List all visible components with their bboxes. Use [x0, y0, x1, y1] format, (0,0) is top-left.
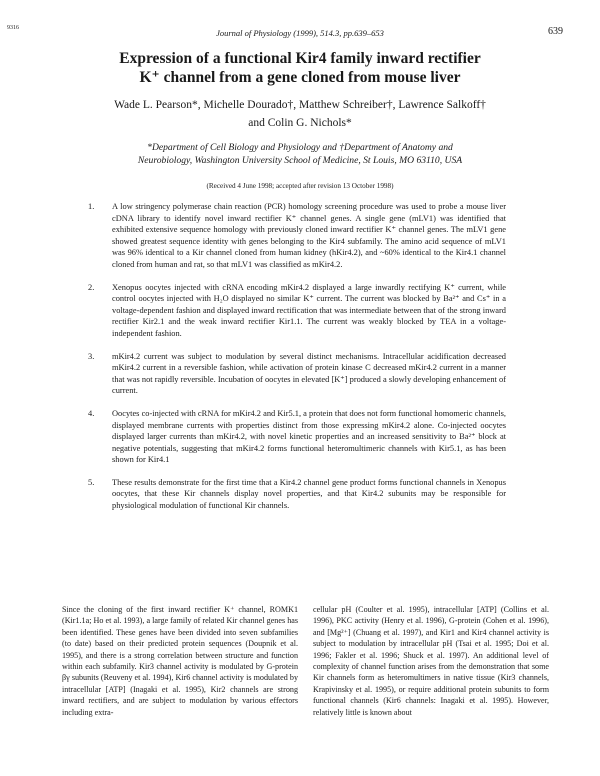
affiliation-line-1: *Department of Cell Biology and Physiology and †Department of Anatomy and: [147, 142, 453, 153]
page-code: 9316: [7, 25, 19, 31]
body-column-right: cellular pH (Coulter et al. 1995), intracellular [ATP] (Collins et al. 1996), PKC activity (Henry et al. 1996), G-protein (Cohen et al. 1996), and [Mg²⁺] (Chuang et al. 1997), and Kir1 and Kir4 channel activity is subject to modulation by intracellular pH (Tsai et al. 1995; Doi et al. 1996; Fakler et al. 1996; Shuck et al. 1997). An additional level of complexity of channel function arises from the demonstration that some Kir channels form as heteromultimers in native tissue (Kir3 channels, Krapivinsky et al. 1995), or require additional protein subunits to form functional channels (Kir6 channels: Inagaki et al. 1995). However, relatively little is known about: [313, 605, 549, 717]
journal-citation: Journal of Physiology (1999), 514.3, pp.639–653: [216, 28, 384, 38]
summary-number: 5.: [88, 477, 95, 487]
summary-item-2: [88, 282, 506, 340]
body-column-left: Since the cloning of the first inward rectifier K⁺ channel, ROMK1 (Kir1.1a; Ho et al. 1993), a large family of related Kir channel genes has been identified. These genes have been divided into seven subfamilies (to date) based on their predicted protein sequences (Doupnik et al. 1995), and there is a strong correlation between structure and function within each subfamily. Kir3 channel activity is modulated by G-protein βγ subunits (Reuveny et al. 1994), Kir6 channel activity is modulated by intracellular [ATP] (Inagaki et al. 1995), Kir2 channels are strong inward rectifiers, and are subject to modulation by various effectors including extra-: [62, 605, 298, 717]
affiliation: [70, 141, 530, 167]
summary-text: Oocytes co-injected with cRNA for mKir4.2 and Kir5.1, a protein that does not form functional homomeric channels, displayed membrane currents with properties distinct from those expressing mKir4.2 alone. Co-injected oocytes displayed larger currents than mKir4.2, with novel kinetic properties and an increased sensitivity to Ba²⁺ block at negative potentials, suggesting that mKir4.2 forms functional heteromultimeric channels with Kir5.1, as has been shown for Kir4.1: [112, 408, 506, 465]
summary-number: 3.: [88, 351, 95, 361]
summary-number: 2.: [88, 282, 95, 292]
article-title: [0, 49, 600, 87]
summary-text: Xenopus oocytes injected with cRNA encoding mKir4.2 displayed a large inwardly rectifying K⁺ current, while control oocytes injected with H₂O displayed no similar K⁺ current. The current was blocked by Ba²⁺ and Cs⁺ in a voltage-dependent fashion and displayed inward rectification that was intermediate between that of the strong inward rectifier Kir2.1 and the weak inward rectifier Kir1.1. The current was weakly blocked by TEA in a voltage-independent fashion.: [112, 282, 506, 338]
summary-text: mKir4.2 current was subject to modulation by several distinct mechanisms. Intracellular acidification decreased mKir4.2 current in a reversible fashion, while activation of protein kinase C decreased mKir4.2 current in a manner that was not rapidly reversible. Incubation of oocytes in elevated [K⁺] produced a slowly developing enhancement of current.: [112, 351, 506, 396]
summary-item-5: [88, 477, 506, 512]
summary-item-1: [88, 201, 506, 271]
summary-item-4: [88, 408, 506, 466]
authors-line-2: and Colin G. Nichols*: [248, 117, 352, 129]
authors-line-1: Wade L. Pearson*, Michelle Dourado†, Matthew Schreiber†, Lawrence Salkoff†: [114, 99, 486, 111]
affiliation-line-2: Neurobiology, Washington University School of Medicine, St Louis, MO 63110, USA: [137, 155, 463, 166]
summary-text: These results demonstrate for the first time that a Kir4.2 channel gene product forms functional channels in Xenopus oocytes, that these Kir channels display novel properties, and that Kir4.2 subunits may be responsible for physiological modulation of functional Kir channels.: [112, 477, 506, 511]
summary-text: A low stringency polymerase chain reaction (PCR) homology screening procedure was used to probe a mouse liver cDNA library to identify novel inward rectifier K⁺ channel genes. A single gene (mLV1) was identified that exhibited extensive sequence homology with previously cloned inward rectifier K⁺ channel genes. The mLV1 gene showed greatest sequence identity with genes belonging to the Kir4 subfamily. The amino acid sequence of mLV1 was 96% identical to a Kir channel cloned from human kidney (hKir4.2), and ~60% identical to the Kir4.1 channel cloned from human and rat, so that mLV1 was classified as mKir4.2.: [112, 202, 506, 269]
summary-number: 4.: [88, 408, 95, 418]
title-line-2: K⁺ channel from a gene cloned from mouse liver: [139, 69, 461, 86]
author-list: [40, 96, 560, 132]
summary-number: 1.: [88, 202, 95, 211]
summary-list: [88, 201, 506, 512]
title-line-1: Expression of a functional Kir4 family inward rectifier: [119, 50, 481, 67]
summary-item-3: [88, 351, 506, 397]
received-dates: (Received 4 June 1998; accepted after revision 13 October 1998): [206, 182, 394, 190]
page-number: 639: [548, 26, 563, 37]
